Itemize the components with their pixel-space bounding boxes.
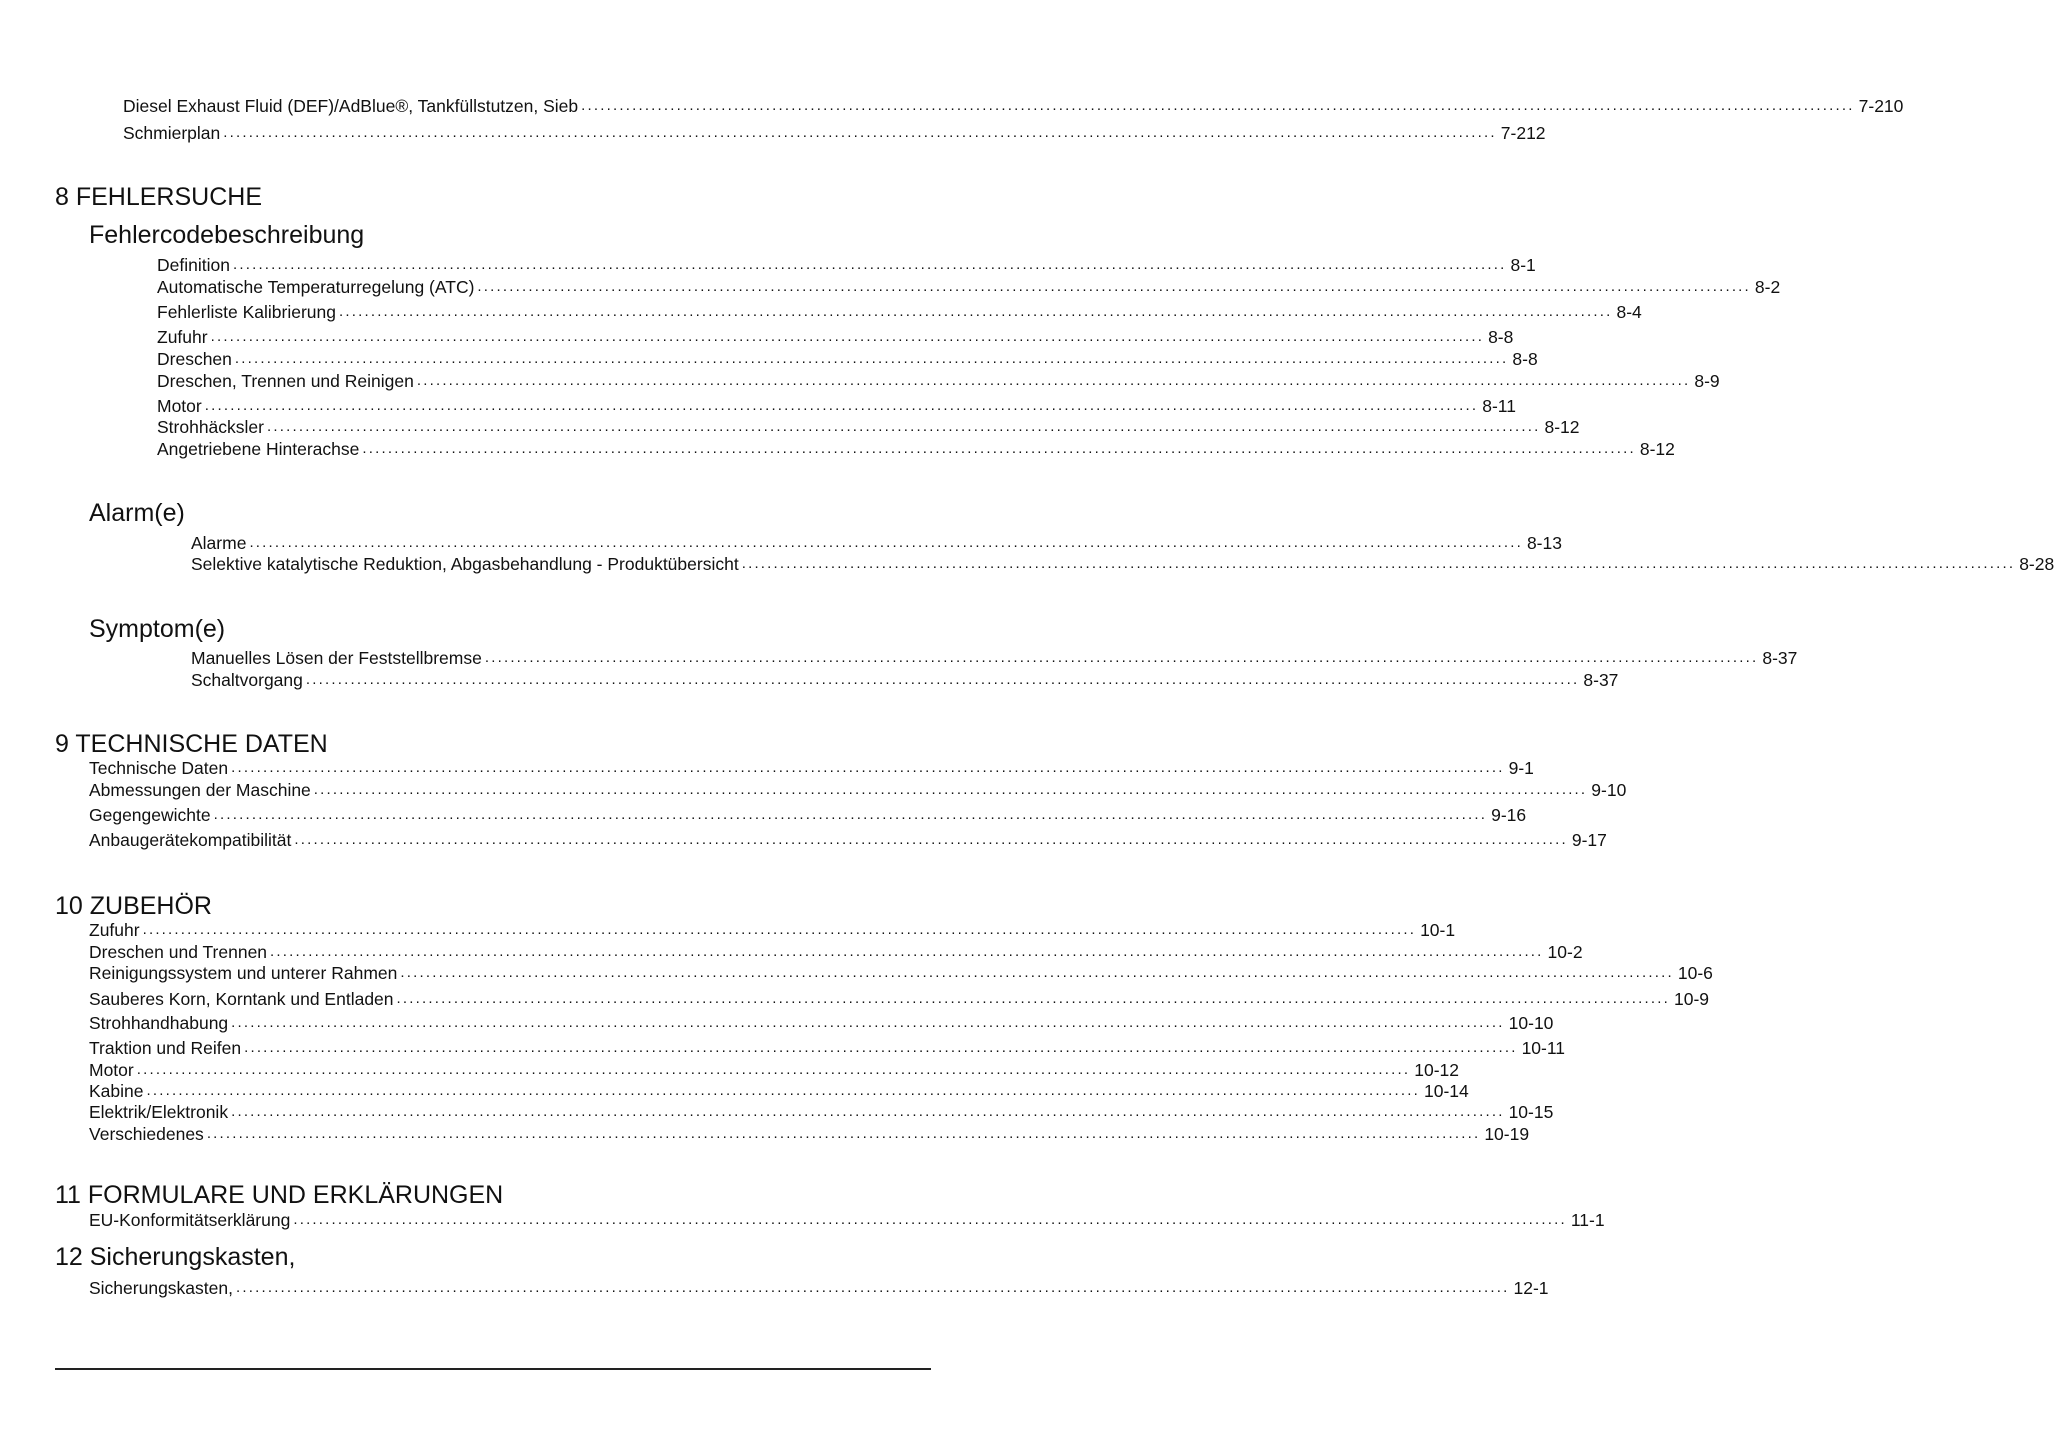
dot-leader: ........................................................................................................................................................................................................ (477, 278, 1751, 295)
dot-leader: ........................................................................................................................................................................................................ (267, 418, 1541, 435)
toc-entry-page: 10-11 (1521, 1038, 1566, 1058)
toc-entry-page: 7-210 (1858, 96, 1904, 116)
toc-entry-label: Definition (157, 255, 230, 275)
toc-entry-page: 8-2 (1754, 277, 1781, 297)
toc-entry-label: Elektrik/Elektronik (89, 1102, 229, 1122)
toc-entry-page: 9-16 (1491, 805, 1527, 825)
toc-entry[interactable] (157, 276, 1781, 298)
toc-entry-label: Anbaugerätekompatibilität (89, 830, 292, 850)
toc-entry-label: Fehlerliste Kalibrierung (157, 302, 336, 322)
toc-entry-label: Strohhäcksler (157, 417, 264, 437)
toc-entry-page: 10-14 (1424, 1081, 1469, 1101)
toc-entry-label: Diesel Exhaust Fluid (DEF)/AdBlue®, Tankfüllstutzen, Sieb (123, 96, 579, 116)
footer-divider (55, 1368, 931, 1370)
toc-entry[interactable] (157, 348, 1538, 370)
toc-entry[interactable] (89, 941, 1583, 963)
dot-leader: ........................................................................................................................................................................................................ (338, 303, 1613, 320)
toc-entry-label: Selektive katalytische Reduktion, Abgasbehandlung - Produktübersicht (191, 554, 739, 574)
toc-entry[interactable] (89, 919, 1456, 941)
toc-entry-page: 8-12 (1544, 417, 1580, 437)
dot-leader: ........................................................................................................................................................................................................ (400, 964, 1674, 981)
toc-entry[interactable] (89, 804, 1527, 826)
toc-entry-page: 11-1 (1570, 1210, 1605, 1230)
toc-entry-label: Manuelles Lösen der Feststellbremse (191, 648, 482, 668)
dot-leader: ........................................................................................................................................................................................................ (232, 256, 1507, 273)
toc-entry-label: Schaltvorgang (191, 670, 303, 690)
toc-entry[interactable] (89, 1123, 1530, 1145)
toc-entry-label: Zufuhr (157, 327, 208, 347)
toc-entry-page: 8-13 (1526, 533, 1562, 553)
toc-entry-label: Alarme (191, 533, 247, 553)
toc-entry-label: Motor (157, 396, 202, 416)
chapter-heading[interactable]: 9 TECHNISCHE DATEN (55, 730, 328, 758)
chapter-heading[interactable]: 11 FORMULARE UND ERKLÄRUNGEN (55, 1181, 504, 1209)
toc-entry-page: 8-1 (1510, 255, 1536, 275)
toc-entry[interactable] (157, 416, 1580, 438)
toc-entry[interactable] (89, 1080, 1469, 1102)
toc-entry[interactable] (89, 1012, 1554, 1034)
toc-entry-label: Schmierplan (123, 123, 221, 143)
toc-entry-page: 8-9 (1694, 371, 1720, 391)
toc-entry-label: Sauberes Korn, Korntank und Entladen (89, 989, 394, 1009)
dot-leader: ........................................................................................................................................................................................................ (231, 1103, 1505, 1120)
dot-leader: ........................................................................................................................................................................................................ (142, 921, 1417, 938)
toc-entry-page: 9-17 (1571, 830, 1607, 850)
toc-entry-label: Sicherungskasten, (89, 1278, 233, 1298)
dot-leader: ........................................................................................................................................................................................................ (313, 781, 1588, 798)
toc-entry-page: 8-37 (1762, 648, 1798, 668)
toc-entry-label: Kabine (89, 1081, 144, 1101)
toc-entry-label: Abmessungen der Maschine (89, 780, 311, 800)
toc-entry-label: Dreschen, Trennen und Reinigen (157, 371, 414, 391)
dot-leader: ........................................................................................................................................................................................................ (249, 534, 1523, 551)
chapter-heading[interactable]: 10 ZUBEHÖR (55, 892, 212, 920)
toc-entry-label: Strohhandhabung (89, 1013, 229, 1033)
toc-entry[interactable] (157, 254, 1536, 276)
toc-entry[interactable] (157, 326, 1514, 348)
toc-entry[interactable] (89, 1059, 1459, 1081)
toc-entry[interactable] (89, 988, 1710, 1010)
toc-entry-page: 8-11 (1482, 396, 1516, 416)
toc-entry[interactable] (191, 532, 1562, 554)
dot-leader: ........................................................................................................................................................................................................ (210, 328, 1485, 345)
dot-leader: ........................................................................................................................................................................................................ (416, 372, 1691, 389)
toc-entry-page: 10-1 (1420, 920, 1456, 940)
toc-entry-page: 9-1 (1508, 758, 1534, 778)
dot-leader: ........................................................................................................................................................................................................ (231, 759, 1505, 776)
dot-leader: ........................................................................................................................................................................................................ (581, 97, 1855, 114)
toc-entry-page: 10-15 (1508, 1102, 1554, 1122)
dot-leader: ........................................................................................................................................................................................................ (206, 1125, 1481, 1142)
dot-leader: ........................................................................................................................................................................................................ (223, 124, 1497, 141)
toc-entry[interactable] (191, 553, 2054, 575)
dot-leader: ........................................................................................................................................................................................................ (213, 806, 1488, 823)
toc-entry-page: 8-8 (1512, 349, 1538, 369)
dot-leader: ........................................................................................................................................................................................................ (741, 555, 2016, 572)
toc-entry[interactable] (89, 1101, 1554, 1123)
chapter-heading[interactable]: 12 Sicherungskasten, (55, 1243, 296, 1271)
toc-entry[interactable] (89, 829, 1607, 851)
toc-entry[interactable] (89, 1277, 1549, 1299)
toc-entry[interactable] (191, 647, 1798, 669)
dot-leader: ........................................................................................................................................................................................................ (136, 1061, 1411, 1078)
toc-entry-page: 9-10 (1591, 780, 1627, 800)
section-heading[interactable]: Symptom(e) (89, 615, 226, 643)
toc-entry[interactable] (89, 1209, 1605, 1231)
dot-leader: ........................................................................................................................................................................................................ (484, 649, 1759, 666)
dot-leader: ........................................................................................................................................................................................................ (305, 671, 1580, 688)
toc-entry-label: Verschiedenes (89, 1124, 204, 1144)
toc-entry-page: 8-8 (1488, 327, 1514, 347)
toc-entry-page: 10-9 (1674, 989, 1710, 1009)
toc-entry-label: EU-Konformitätserklärung (89, 1210, 291, 1230)
dot-leader: ........................................................................................................................................................................................................ (231, 1014, 1505, 1031)
toc-entry-label: Gegengewichte (89, 805, 211, 825)
toc-entry-page: 10-6 (1677, 963, 1713, 983)
toc-entry-page: 10-10 (1508, 1013, 1554, 1033)
toc-entry[interactable] (157, 395, 1516, 417)
toc-entry[interactable] (157, 438, 1675, 460)
toc-entry-label: Traktion und Reifen (89, 1038, 242, 1058)
dot-leader: ........................................................................................................................................................................................................ (294, 831, 1568, 848)
dot-leader: ........................................................................................................................................................................................................ (146, 1082, 1420, 1099)
toc-entry-label: Dreschen (157, 349, 232, 369)
toc-entry[interactable] (157, 301, 1642, 323)
toc-entry[interactable] (123, 122, 1546, 144)
dot-leader: ........................................................................................................................................................................................................ (396, 990, 1671, 1007)
toc-entry[interactable] (89, 779, 1627, 801)
toc-entry-page: 10-2 (1547, 942, 1583, 962)
toc-entry-label: Angetriebene Hinterachse (157, 439, 360, 459)
toc-entry[interactable] (123, 95, 1904, 117)
toc-entry-page: 10-19 (1484, 1124, 1530, 1144)
toc-entry-page: 8-4 (1616, 302, 1642, 322)
toc-entry-label: Technische Daten (89, 758, 229, 778)
dot-leader: ........................................................................................................................................................................................................ (293, 1211, 1567, 1228)
dot-leader: ........................................................................................................................................................................................................ (362, 440, 1636, 457)
section-heading[interactable]: Fehlercodebeschreibung (89, 221, 365, 249)
toc-entry-label: Zufuhr (89, 920, 140, 940)
toc-entry-label: Motor (89, 1060, 134, 1080)
toc-entry-page: 7-212 (1500, 123, 1546, 143)
dot-leader: ........................................................................................................................................................................................................ (270, 943, 1544, 960)
toc-entry-page: 8-12 (1639, 439, 1675, 459)
dot-leader: ........................................................................................................................................................................................................ (204, 397, 1479, 414)
toc-entry-label: Automatische Temperaturregelung (ATC) (157, 277, 475, 297)
toc-entry[interactable] (157, 370, 1720, 392)
section-heading[interactable]: Alarm(e) (89, 499, 185, 527)
chapter-heading[interactable]: 8 FEHLERSUCHE (55, 183, 262, 211)
toc-entry-label: Reinigungssystem und unterer Rahmen (89, 963, 398, 983)
toc-entry[interactable] (89, 1037, 1566, 1059)
dot-leader: ........................................................................................................................................................................................................ (234, 350, 1509, 367)
toc-entry-label: Dreschen und Trennen (89, 942, 268, 962)
toc-entry-page: 8-28 (2019, 554, 2054, 574)
toc-entry-page: 10-12 (1414, 1060, 1459, 1080)
toc-entry[interactable] (89, 962, 1713, 984)
toc-entry-page: 8-37 (1583, 670, 1619, 690)
dot-leader: ........................................................................................................................................................................................................ (235, 1279, 1510, 1296)
toc-entry-page: 12-1 (1513, 1278, 1549, 1298)
toc-entry[interactable] (191, 669, 1619, 691)
toc-entry[interactable] (89, 757, 1534, 779)
dot-leader: ........................................................................................................................................................................................................ (244, 1039, 1518, 1056)
